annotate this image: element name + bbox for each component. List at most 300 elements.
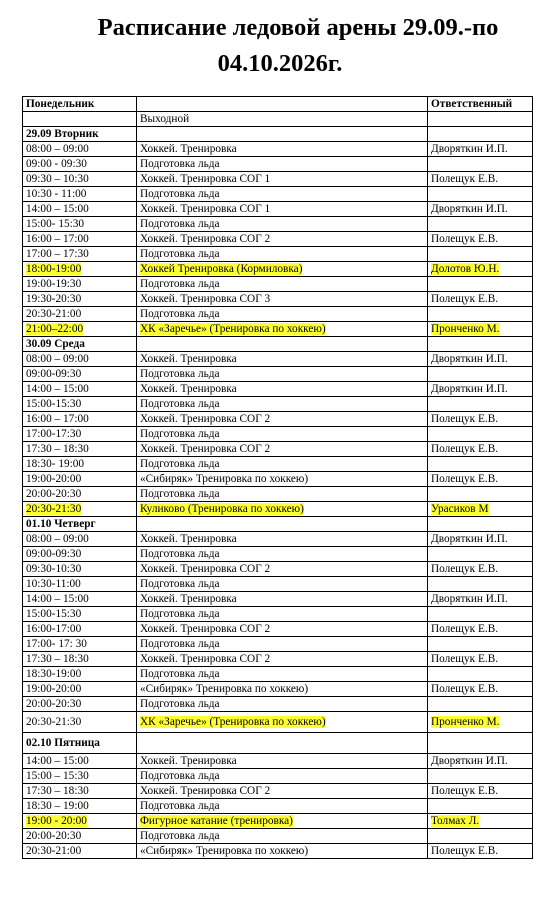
table-row bbox=[23, 577, 533, 592]
time-text: 20:30-21:00 bbox=[26, 845, 82, 857]
time-cell bbox=[23, 187, 137, 202]
table-row bbox=[23, 487, 533, 502]
event-cell bbox=[137, 172, 428, 187]
time-cell bbox=[23, 397, 137, 412]
time-cell bbox=[23, 784, 137, 799]
event-cell bbox=[137, 799, 428, 814]
day-header-row bbox=[23, 337, 533, 352]
person-text: Полещук Е.В. bbox=[431, 293, 499, 305]
event-text: Куликово (Тренировка по хоккею) bbox=[140, 503, 304, 515]
person-cell bbox=[428, 547, 533, 562]
person-cell bbox=[428, 517, 533, 532]
table-row bbox=[23, 592, 533, 607]
person-cell bbox=[428, 382, 533, 397]
time-cell bbox=[23, 382, 137, 397]
event-text: ХК «Заречье» (Тренировка по хоккею) bbox=[140, 716, 326, 728]
event-cell bbox=[137, 682, 428, 697]
table-row bbox=[23, 382, 533, 397]
event-text: Подготовка льда bbox=[140, 158, 220, 170]
event-text: Хоккей. Тренировка СОГ 1 bbox=[140, 173, 271, 185]
event-cell bbox=[137, 187, 428, 202]
time-text: 17:30 – 18:30 bbox=[26, 785, 89, 797]
time-text: 29.09 Вторник bbox=[26, 128, 99, 140]
event-text: Хоккей. Тренировка СОГ 1 bbox=[140, 203, 271, 215]
event-cell bbox=[137, 754, 428, 769]
table-row bbox=[23, 112, 533, 127]
person-cell bbox=[428, 427, 533, 442]
event-text: Хоккей. Тренировка СОГ 2 bbox=[140, 233, 271, 245]
person-cell bbox=[428, 292, 533, 307]
person-cell bbox=[428, 307, 533, 322]
event-text: Хоккей. Тренировка СОГ 3 bbox=[140, 293, 271, 305]
event-text: Подготовка льда bbox=[140, 770, 220, 782]
time-text: 20:30-21:30 bbox=[26, 503, 82, 515]
time-text: 02.10 Пятница bbox=[26, 737, 100, 749]
person-cell bbox=[428, 814, 533, 829]
event-cell bbox=[137, 622, 428, 637]
person-text: Полещук Е.В. bbox=[431, 413, 499, 425]
day-header-row bbox=[23, 733, 533, 754]
time-text: Понедельник bbox=[26, 98, 95, 110]
table-row bbox=[23, 352, 533, 367]
time-cell bbox=[23, 829, 137, 844]
person-cell bbox=[428, 322, 533, 337]
event-cell bbox=[137, 733, 428, 754]
person-text: Полещук Е.В. bbox=[431, 443, 499, 455]
table-row bbox=[23, 829, 533, 844]
time-text: 09:00-09:30 bbox=[26, 368, 82, 380]
table-row bbox=[23, 799, 533, 814]
table-row bbox=[23, 769, 533, 784]
event-text: Подготовка льда bbox=[140, 668, 220, 680]
event-cell bbox=[137, 637, 428, 652]
person-text: Урасиков М bbox=[431, 503, 489, 515]
event-text: Фигурное катание (тренировка) bbox=[140, 815, 293, 827]
table-row bbox=[23, 202, 533, 217]
event-text: «Сибиряк» Тренировка по хоккею) bbox=[140, 683, 309, 695]
time-cell bbox=[23, 247, 137, 262]
event-text: Подготовка льда bbox=[140, 308, 220, 320]
event-cell bbox=[137, 427, 428, 442]
day-header-row bbox=[23, 517, 533, 532]
title-line-2: 04.10.2026г. bbox=[217, 50, 343, 77]
table-row bbox=[23, 262, 533, 277]
person-cell bbox=[428, 769, 533, 784]
time-text: 18:30- 19:00 bbox=[26, 458, 85, 470]
time-text: 16:00 – 17:00 bbox=[26, 413, 89, 425]
event-text: Хоккей. Тренировка СОГ 2 bbox=[140, 623, 271, 635]
person-cell bbox=[428, 217, 533, 232]
person-cell bbox=[428, 187, 533, 202]
time-cell bbox=[23, 502, 137, 517]
table-row bbox=[23, 397, 533, 412]
table-row bbox=[23, 277, 533, 292]
event-text: Подготовка льда bbox=[140, 218, 220, 230]
event-cell bbox=[137, 397, 428, 412]
table-row bbox=[23, 322, 533, 337]
time-cell bbox=[23, 202, 137, 217]
event-text: Хоккей. Тренировка bbox=[140, 143, 237, 155]
person-cell bbox=[428, 784, 533, 799]
event-cell bbox=[137, 307, 428, 322]
person-cell bbox=[428, 697, 533, 712]
table-row bbox=[23, 667, 533, 682]
event-text: Хоккей. Тренировка bbox=[140, 383, 237, 395]
event-cell bbox=[137, 217, 428, 232]
person-text: Полещук Е.В. bbox=[431, 563, 499, 575]
event-text: Хоккей Тренировка (Кормиловка) bbox=[140, 263, 303, 275]
person-cell bbox=[428, 127, 533, 142]
event-text: Подготовка льда bbox=[140, 830, 220, 842]
event-text: Хоккей. Тренировка СОГ 2 bbox=[140, 785, 271, 797]
event-text: Подготовка льда bbox=[140, 608, 220, 620]
person-text: Полещук Е.В. bbox=[431, 473, 499, 485]
event-cell bbox=[137, 814, 428, 829]
time-cell bbox=[23, 592, 137, 607]
person-text: Полещук Е.В. bbox=[431, 623, 499, 635]
event-text: Подготовка льда bbox=[140, 398, 220, 410]
table-row bbox=[23, 412, 533, 427]
time-cell bbox=[23, 352, 137, 367]
time-text: 01.10 Четверг bbox=[26, 518, 96, 530]
event-cell bbox=[137, 607, 428, 622]
person-cell bbox=[428, 502, 533, 517]
table-row bbox=[23, 814, 533, 829]
person-cell bbox=[428, 472, 533, 487]
time-text: 17:30 – 18:30 bbox=[26, 443, 89, 455]
event-text: Хоккей. Тренировка bbox=[140, 755, 237, 767]
table-row bbox=[23, 157, 533, 172]
event-cell bbox=[137, 412, 428, 427]
time-cell bbox=[23, 127, 137, 142]
time-cell bbox=[23, 667, 137, 682]
time-text: 20:00-20:30 bbox=[26, 488, 82, 500]
event-cell bbox=[137, 844, 428, 859]
time-cell bbox=[23, 412, 137, 427]
schedule-title bbox=[0, 10, 560, 82]
event-cell bbox=[137, 457, 428, 472]
time-text: 08:00 – 09:00 bbox=[26, 353, 89, 365]
time-cell bbox=[23, 814, 137, 829]
event-cell bbox=[137, 277, 428, 292]
event-cell bbox=[137, 829, 428, 844]
time-cell bbox=[23, 322, 137, 337]
person-cell bbox=[428, 367, 533, 382]
time-cell bbox=[23, 442, 137, 457]
table-row bbox=[23, 232, 533, 247]
person-cell bbox=[428, 352, 533, 367]
schedule-table bbox=[22, 96, 533, 859]
event-cell bbox=[137, 112, 428, 127]
event-text: Подготовка льда bbox=[140, 800, 220, 812]
time-cell bbox=[23, 733, 137, 754]
event-cell bbox=[137, 232, 428, 247]
title-line-1: Расписание ледовой арены 29.09.-по bbox=[97, 14, 499, 41]
time-text: 17:30 – 18:30 bbox=[26, 653, 89, 665]
time-cell bbox=[23, 112, 137, 127]
event-text: Хоккей. Тренировка СОГ 2 bbox=[140, 563, 271, 575]
event-text: Хоккей. Тренировка СОГ 2 bbox=[140, 443, 271, 455]
person-cell bbox=[428, 487, 533, 502]
event-cell bbox=[137, 547, 428, 562]
person-text: Полещук Е.В. bbox=[431, 683, 499, 695]
time-cell bbox=[23, 547, 137, 562]
table-row bbox=[23, 292, 533, 307]
event-cell bbox=[137, 382, 428, 397]
time-cell bbox=[23, 367, 137, 382]
person-text: Пронченко М. bbox=[431, 323, 500, 335]
event-text: Подготовка льда bbox=[140, 428, 220, 440]
event-cell bbox=[137, 202, 428, 217]
event-cell bbox=[137, 697, 428, 712]
event-text: Подготовка льда bbox=[140, 368, 220, 380]
time-text: 16:00 – 17:00 bbox=[26, 233, 89, 245]
person-cell bbox=[428, 457, 533, 472]
table-row bbox=[23, 547, 533, 562]
event-cell bbox=[137, 352, 428, 367]
person-cell bbox=[428, 844, 533, 859]
event-cell bbox=[137, 142, 428, 157]
person-cell bbox=[428, 337, 533, 352]
event-text: Подготовка льда bbox=[140, 488, 220, 500]
person-cell bbox=[428, 202, 533, 217]
event-text: Подготовка льда bbox=[140, 458, 220, 470]
person-text: Дворяткин И.П. bbox=[431, 383, 508, 395]
time-text: 10:30-11:00 bbox=[26, 578, 81, 590]
table-row bbox=[23, 442, 533, 457]
time-cell bbox=[23, 577, 137, 592]
event-cell bbox=[137, 292, 428, 307]
time-cell bbox=[23, 277, 137, 292]
person-cell bbox=[428, 142, 533, 157]
time-cell bbox=[23, 427, 137, 442]
table-row bbox=[23, 844, 533, 859]
time-text: 19:00 - 20:00 bbox=[26, 815, 87, 827]
table-row bbox=[23, 637, 533, 652]
event-cell bbox=[137, 769, 428, 784]
table-row bbox=[23, 712, 533, 733]
time-text: 09:30-10:30 bbox=[26, 563, 82, 575]
person-text: Дворяткин И.П. bbox=[431, 203, 508, 215]
time-cell bbox=[23, 562, 137, 577]
day-header-row bbox=[23, 127, 533, 142]
time-cell bbox=[23, 799, 137, 814]
person-cell bbox=[428, 172, 533, 187]
time-cell bbox=[23, 262, 137, 277]
event-text: Хоккей. Тренировка СОГ 2 bbox=[140, 653, 271, 665]
time-cell bbox=[23, 769, 137, 784]
event-cell bbox=[137, 712, 428, 733]
time-text: 14:00 – 15:00 bbox=[26, 383, 89, 395]
time-text: 30.09 Среда bbox=[26, 338, 85, 350]
table-row bbox=[23, 172, 533, 187]
time-text: 08:00 – 09:00 bbox=[26, 533, 89, 545]
event-cell bbox=[137, 262, 428, 277]
time-cell bbox=[23, 607, 137, 622]
time-cell bbox=[23, 142, 137, 157]
table-row bbox=[23, 247, 533, 262]
event-cell bbox=[137, 322, 428, 337]
person-cell bbox=[428, 262, 533, 277]
person-cell bbox=[428, 532, 533, 547]
time-text: 14:00 – 15:00 bbox=[26, 203, 89, 215]
time-text: 20:00-20:30 bbox=[26, 698, 82, 710]
time-cell bbox=[23, 97, 137, 112]
table-row bbox=[23, 697, 533, 712]
time-text: 08:00 – 09:00 bbox=[26, 143, 89, 155]
time-cell bbox=[23, 712, 137, 733]
time-cell bbox=[23, 517, 137, 532]
time-text: 15:00 – 15:30 bbox=[26, 770, 89, 782]
time-cell bbox=[23, 172, 137, 187]
time-cell bbox=[23, 217, 137, 232]
table-row bbox=[23, 502, 533, 517]
time-cell bbox=[23, 337, 137, 352]
person-cell bbox=[428, 397, 533, 412]
table-row bbox=[23, 682, 533, 697]
event-cell bbox=[137, 667, 428, 682]
time-cell bbox=[23, 697, 137, 712]
time-text: 10:30 - 11:00 bbox=[26, 188, 87, 200]
table-row bbox=[23, 754, 533, 769]
person-text: Дворяткин И.П. bbox=[431, 143, 508, 155]
time-text: 18:30-19:00 bbox=[26, 668, 82, 680]
person-cell bbox=[428, 652, 533, 667]
table-row bbox=[23, 532, 533, 547]
event-text: Подготовка льда bbox=[140, 698, 220, 710]
person-text: Дворяткин И.П. bbox=[431, 755, 508, 767]
table-row bbox=[23, 187, 533, 202]
time-text: 17:00-17:30 bbox=[26, 428, 82, 440]
person-cell bbox=[428, 607, 533, 622]
event-cell bbox=[137, 337, 428, 352]
event-text: Хоккей. Тренировка bbox=[140, 353, 237, 365]
event-text: Подготовка льда bbox=[140, 248, 220, 260]
event-text: «Сибиряк» Тренировка по хоккею) bbox=[140, 473, 309, 485]
event-cell bbox=[137, 247, 428, 262]
person-cell bbox=[428, 247, 533, 262]
time-text: 20:30-21:00 bbox=[26, 308, 82, 320]
person-text: Полещук Е.В. bbox=[431, 173, 499, 185]
time-text: 20:30-21:30 bbox=[26, 716, 82, 728]
time-text: 15:00-15:30 bbox=[26, 398, 82, 410]
event-cell bbox=[137, 532, 428, 547]
time-cell bbox=[23, 652, 137, 667]
person-cell bbox=[428, 622, 533, 637]
event-cell bbox=[137, 502, 428, 517]
person-text: Дворяткин И.П. bbox=[431, 533, 508, 545]
time-cell bbox=[23, 637, 137, 652]
event-text: Подготовка льда bbox=[140, 548, 220, 560]
event-cell bbox=[137, 784, 428, 799]
event-text: Подготовка льда bbox=[140, 188, 220, 200]
person-text: Долотов Ю.Н. bbox=[431, 263, 500, 275]
time-text: 18:30 – 19:00 bbox=[26, 800, 89, 812]
time-text: 09:00-09:30 bbox=[26, 548, 82, 560]
table-row bbox=[23, 367, 533, 382]
event-cell bbox=[137, 592, 428, 607]
event-text: Выходной bbox=[140, 113, 190, 125]
time-text: 17:00- 17: 30 bbox=[26, 638, 87, 650]
schedule-body bbox=[23, 97, 533, 859]
event-cell bbox=[137, 652, 428, 667]
person-text: Пронченко М. bbox=[431, 716, 500, 728]
person-cell bbox=[428, 829, 533, 844]
table-row bbox=[23, 784, 533, 799]
person-text: Дворяткин И.П. bbox=[431, 353, 508, 365]
person-cell bbox=[428, 112, 533, 127]
table-row bbox=[23, 562, 533, 577]
person-text: Ответственный bbox=[431, 98, 513, 110]
time-cell bbox=[23, 532, 137, 547]
person-text: Толмах Л. bbox=[431, 815, 480, 827]
person-cell bbox=[428, 754, 533, 769]
event-cell bbox=[137, 577, 428, 592]
event-cell bbox=[137, 487, 428, 502]
person-text: Полещук Е.В. bbox=[431, 845, 499, 857]
time-text: 17:00 – 17:30 bbox=[26, 248, 89, 260]
time-text: 15:00-15:30 bbox=[26, 608, 82, 620]
table-row bbox=[23, 622, 533, 637]
time-cell bbox=[23, 844, 137, 859]
time-text: 16:00-17:00 bbox=[26, 623, 82, 635]
person-cell bbox=[428, 97, 533, 112]
person-cell bbox=[428, 232, 533, 247]
event-cell bbox=[137, 562, 428, 577]
event-cell bbox=[137, 127, 428, 142]
time-text: 19:00-20:00 bbox=[26, 473, 82, 485]
person-cell bbox=[428, 442, 533, 457]
person-cell bbox=[428, 562, 533, 577]
person-cell bbox=[428, 592, 533, 607]
person-cell bbox=[428, 412, 533, 427]
event-cell bbox=[137, 442, 428, 457]
time-text: 19:00-19:30 bbox=[26, 278, 82, 290]
event-text: Хоккей. Тренировка СОГ 2 bbox=[140, 413, 271, 425]
event-cell bbox=[137, 367, 428, 382]
table-row bbox=[23, 472, 533, 487]
person-text: Полещук Е.В. bbox=[431, 653, 499, 665]
time-cell bbox=[23, 457, 137, 472]
person-cell bbox=[428, 667, 533, 682]
table-row bbox=[23, 142, 533, 157]
time-cell bbox=[23, 754, 137, 769]
person-cell bbox=[428, 682, 533, 697]
person-text: Дворяткин И.П. bbox=[431, 593, 508, 605]
table-row bbox=[23, 652, 533, 667]
person-cell bbox=[428, 733, 533, 754]
event-text: Хоккей. Тренировка bbox=[140, 533, 237, 545]
time-text: 15:00- 15:30 bbox=[26, 218, 85, 230]
time-cell bbox=[23, 622, 137, 637]
table-row bbox=[23, 457, 533, 472]
person-text: Полещук Е.В. bbox=[431, 233, 499, 245]
table-row bbox=[23, 607, 533, 622]
time-text: 09:30 – 10:30 bbox=[26, 173, 89, 185]
event-cell bbox=[137, 472, 428, 487]
time-cell bbox=[23, 292, 137, 307]
person-cell bbox=[428, 577, 533, 592]
time-cell bbox=[23, 682, 137, 697]
time-text: 14:00 – 15:00 bbox=[26, 593, 89, 605]
table-row bbox=[23, 427, 533, 442]
person-cell bbox=[428, 637, 533, 652]
event-cell bbox=[137, 517, 428, 532]
time-text: 19:30-20:30 bbox=[26, 293, 82, 305]
time-text: 09:00 - 09:30 bbox=[26, 158, 87, 170]
table-row bbox=[23, 307, 533, 322]
event-text: Хоккей. Тренировка bbox=[140, 593, 237, 605]
